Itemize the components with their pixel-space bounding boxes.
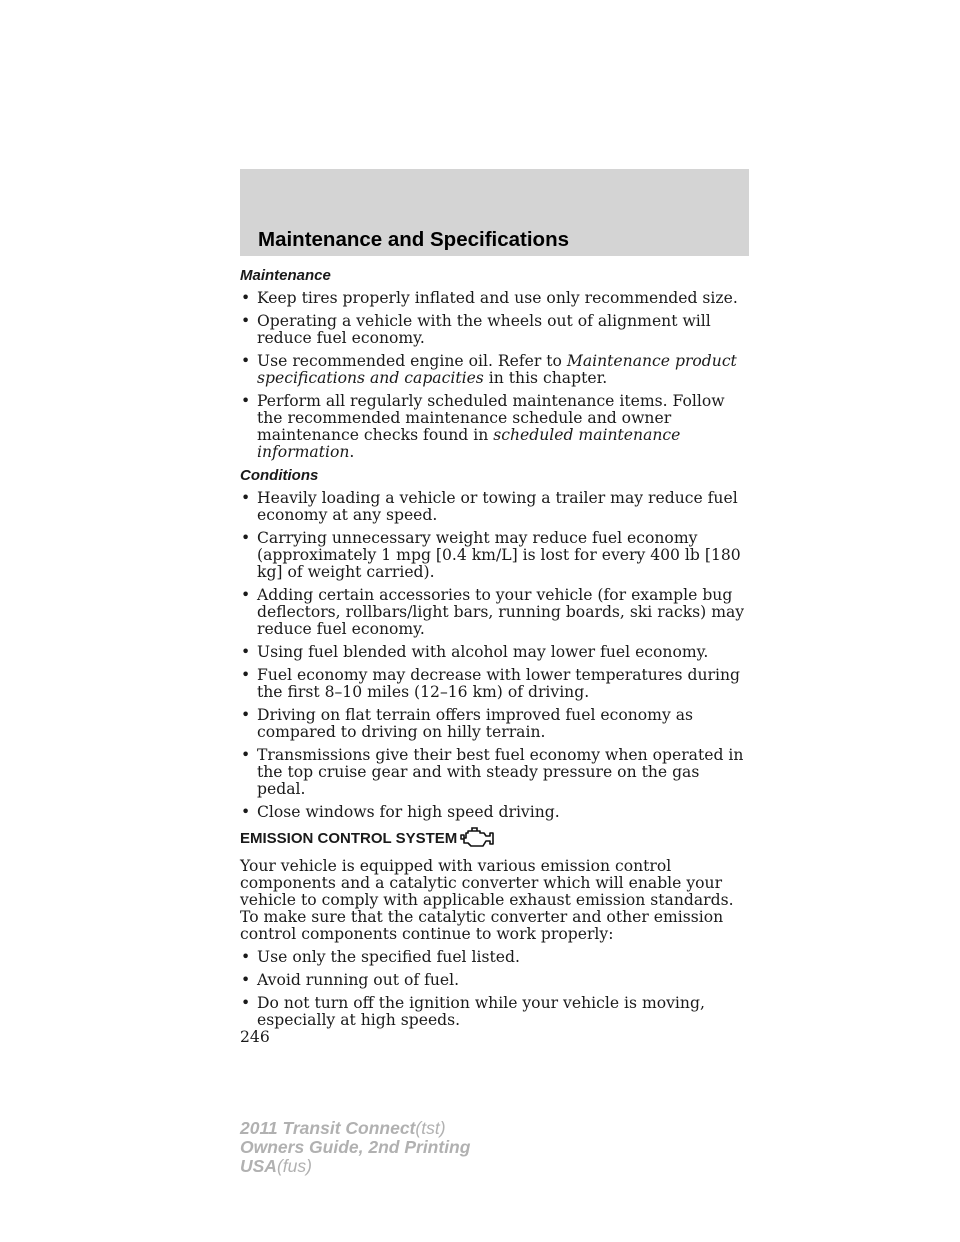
maintenance-heading: Maintenance (240, 267, 331, 284)
list-item: • Use only the specified fuel listed. (240, 949, 750, 966)
page-number: 246 (240, 1028, 270, 1046)
list-item: • Using fuel blended with alcohol may lower fuel economy. (240, 644, 750, 661)
section-header (240, 169, 749, 256)
list-item: • Heavily loading a vehicle or towing a trailer may reduce fuel economy at any speed. (240, 490, 750, 524)
page-content (240, 267, 750, 1046)
list-item: • Fuel economy may decrease with lower temperatures during the first 8–10 miles (12–16 km) of driving. (240, 667, 750, 701)
list-item: • Avoid running out of fuel. (240, 972, 750, 989)
list-item: • Adding certain accessories to your vehicle (for example bug deflectors, rollbars/light bars, running boards, ski racks) may reduce fuel economy. (240, 587, 750, 638)
list-item: • Perform all regularly scheduled maintenance items. Follow the recommended maintenance schedule and owner maintenance checks found in scheduled maintenance information. (240, 393, 750, 461)
emission-list (240, 949, 750, 1029)
list-item: • Transmissions give their best fuel economy when operated in the top cruise gear and with steady pressure on the gas pedal. (240, 747, 750, 798)
list-item: • Keep tires properly inflated and use only recommended size. (240, 290, 750, 307)
list-item: • Do not turn off the ignition while your vehicle is moving, especially at high speeds. (240, 995, 750, 1029)
list-item: • Driving on flat terrain offers improved fuel economy as compared to driving on hilly terrain. (240, 707, 750, 741)
document-footer: 2011 Transit Connect(tst) Owners Guide, 2nd Printing USA(fus) (240, 1118, 471, 1176)
check-engine-icon (459, 827, 495, 849)
maintenance-list (240, 290, 750, 461)
list-item: • Operating a vehicle with the wheels out of alignment will reduce fuel economy. (240, 313, 750, 347)
emission-heading: EMISSION CONTROL SYSTEM (240, 827, 750, 849)
conditions-heading: Conditions (240, 467, 319, 484)
list-item: • Use recommended engine oil. Refer to Maintenance product specifications and capacities in this chapter. (240, 353, 750, 387)
cross-reference: Maintenance product specifications and capacities (257, 352, 737, 387)
cross-reference: scheduled maintenance information (257, 426, 681, 461)
section-title: Maintenance and Specifications (258, 228, 569, 251)
list-item: • Carrying unnecessary weight may reduce fuel economy (approximately 1 mpg [0.4 km/L] is lost for every 400 lb [180 kg] of weight carried). (240, 530, 750, 581)
list-item: • Close windows for high speed driving. (240, 804, 750, 821)
emission-intro: Your vehicle is equipped with various emission control components and a catalytic converter which will enable your vehicle to comply with applicable exhaust emission standards. To make sure that the catalytic converter and other emission control components continue to work properly: (240, 857, 734, 943)
conditions-list (240, 490, 750, 821)
